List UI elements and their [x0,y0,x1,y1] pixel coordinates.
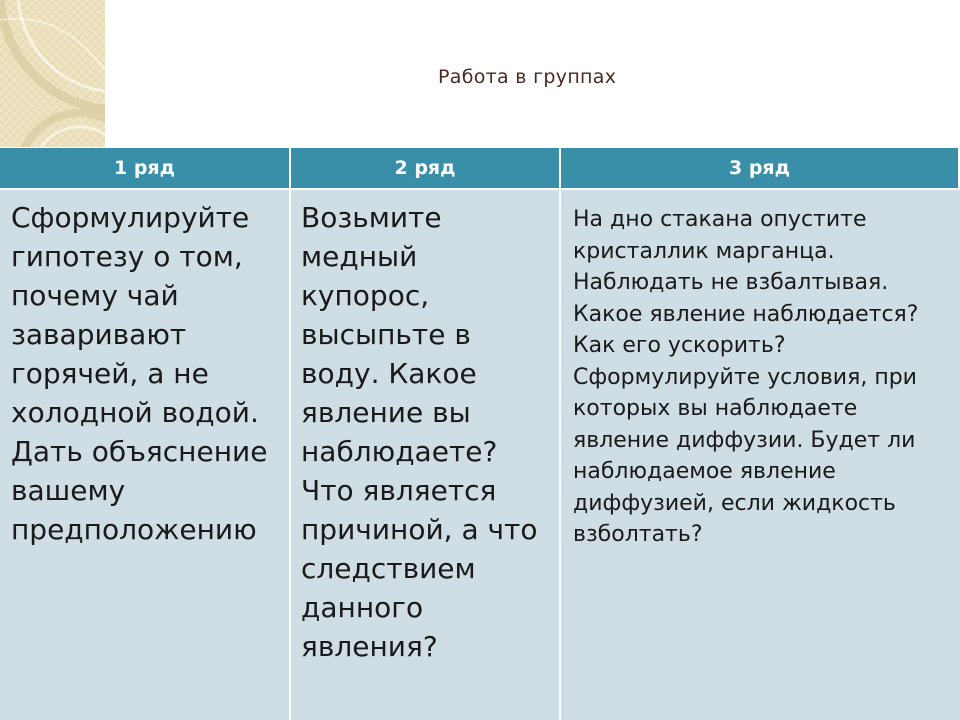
task-cell-row-2: Возьмите медный купорос, высыпьте в воду. Какое явление вы наблюдаете? Что является причиной, а что следствием данного явления? [291,190,561,720]
column-header-row-3: 3 ряд [561,148,960,190]
corner-ornament [0,0,105,147]
slide-title: Работа в группах [438,66,617,88]
column-header-row-2: 2 ряд [291,148,561,190]
corner-ornament-icon [0,0,105,147]
task-cell-row-3: На дно стакана опустите кристаллик марганца. Наблюдать не взбалтывая. Какое явление наблюдается? Как его ускорить? Сформулируйте условия, при которых вы наблюдаете явление диффузии. Будет ли наблюдаемое явление диффузией, если жидкость взболтать? [561,190,960,720]
column-header-row-1: 1 ряд [0,148,291,190]
group-work-table [0,148,960,720]
task-cell-row-1: Сформулируйте гипотезу о том, почему чай заваривают горячей, а не холодной водой. Дать объяснение вашему предположению [0,190,291,720]
